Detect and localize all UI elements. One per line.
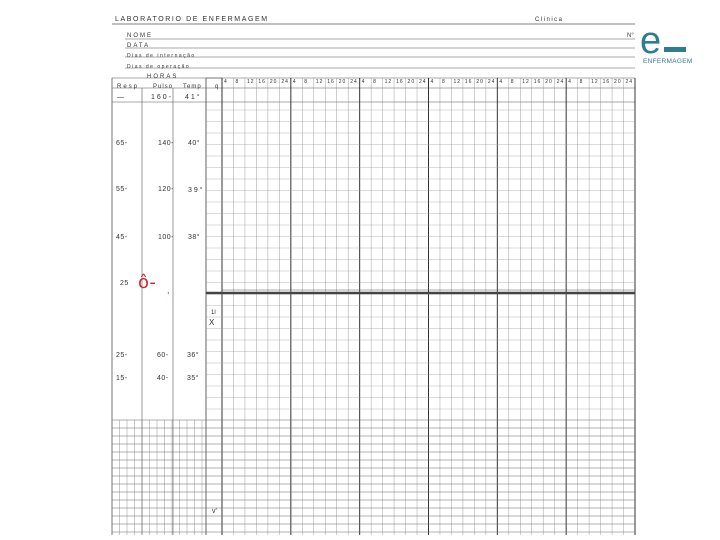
plot-comma: , bbox=[167, 285, 170, 295]
temp-top-value: 41° bbox=[185, 94, 202, 101]
hour-mark: 16 bbox=[602, 79, 611, 85]
name-field-label: NOME bbox=[127, 33, 153, 39]
hour-mark: 8 bbox=[373, 79, 377, 85]
hour-mark: 12 bbox=[246, 79, 255, 85]
temp-value: 36° bbox=[187, 352, 200, 359]
hour-mark: 12 bbox=[384, 79, 393, 85]
form-title: LABORATORIO DE ENFERMAGEM bbox=[115, 16, 269, 23]
pulse-value: 60- bbox=[157, 352, 169, 359]
pulse-value: 140- bbox=[158, 140, 175, 147]
logo-text: ENFERMAGEM bbox=[643, 58, 693, 65]
clinic-label: Clinica bbox=[535, 17, 564, 23]
hours-header: HORAS bbox=[147, 74, 179, 80]
hour-mark: 20 bbox=[269, 79, 278, 85]
hour-mark: 20 bbox=[614, 79, 622, 85]
resp-value: 55- bbox=[116, 186, 128, 193]
v-mark: v' bbox=[212, 508, 217, 515]
temp-value: 38° bbox=[188, 234, 201, 241]
hour-mark: 24 bbox=[625, 79, 634, 85]
hospital-days-label: Dias de internação bbox=[127, 53, 196, 59]
hour-mark: 8 bbox=[510, 79, 515, 85]
q-mark: q bbox=[215, 84, 219, 90]
hour-mark: 16 bbox=[533, 79, 542, 85]
hour-mark: 8 bbox=[579, 79, 584, 85]
temp-value: 40° bbox=[188, 140, 201, 147]
temp-header: Temp bbox=[183, 84, 202, 90]
mid-label: 25 bbox=[120, 280, 129, 287]
logo-bar bbox=[664, 47, 686, 52]
x-mark: X bbox=[209, 318, 215, 327]
hour-mark: 24 bbox=[487, 79, 496, 85]
temp-value: 39° bbox=[188, 187, 205, 194]
resp-value: 25- bbox=[116, 352, 128, 359]
hour-mark: 4 bbox=[292, 79, 297, 85]
resp-header: Resp bbox=[117, 84, 140, 90]
pulse-value: 100- bbox=[158, 234, 175, 241]
resp-value: 65- bbox=[116, 140, 128, 147]
hour-mark: 12 bbox=[453, 79, 461, 85]
hour-mark: 4 bbox=[499, 79, 504, 85]
hour-mark: 24 bbox=[350, 79, 358, 85]
hour-mark: 4 bbox=[430, 79, 435, 85]
hour-mark: 16 bbox=[464, 79, 473, 85]
hour-mark: 12 bbox=[522, 79, 530, 85]
hour-mark: 12 bbox=[315, 79, 324, 85]
hour-mark: 20 bbox=[545, 79, 553, 85]
hour-mark: 24 bbox=[281, 79, 289, 85]
hour-mark: 4 bbox=[224, 79, 228, 85]
plot-mark: ô- bbox=[138, 272, 156, 293]
hour-mark: 16 bbox=[396, 79, 404, 85]
hour-mark: 8 bbox=[441, 79, 446, 85]
hour-mark: 12 bbox=[591, 79, 599, 85]
resp-value: 45- bbox=[116, 234, 128, 241]
hour-mark: 16 bbox=[258, 79, 266, 85]
pulse-value: 40- bbox=[157, 375, 169, 382]
temp-value: 35° bbox=[187, 375, 200, 382]
number-label: N° bbox=[627, 33, 634, 39]
logo-letter: e bbox=[640, 20, 662, 62]
hour-mark: 4 bbox=[361, 79, 366, 85]
date-field-label: DATA bbox=[127, 43, 151, 49]
resp-top-value: — bbox=[117, 94, 125, 101]
pulse-header: Pulso bbox=[153, 84, 174, 90]
hour-mark: 20 bbox=[407, 79, 416, 85]
resp-value: 15- bbox=[116, 375, 128, 382]
pulse-value: 120- bbox=[158, 186, 175, 193]
small-mark: 1l bbox=[211, 310, 216, 316]
hour-mark: 8 bbox=[304, 79, 309, 85]
hour-mark: 24 bbox=[419, 79, 427, 85]
hour-mark: 24 bbox=[556, 79, 565, 85]
post-op-days-label: Dias de operação bbox=[127, 64, 191, 70]
hour-mark: 20 bbox=[476, 79, 484, 85]
hour-mark: 8 bbox=[235, 79, 240, 85]
pulse-top-value: 160- bbox=[151, 94, 174, 101]
hour-mark: 16 bbox=[327, 79, 335, 85]
hour-mark: 20 bbox=[338, 79, 347, 85]
hour-mark: 4 bbox=[568, 79, 572, 85]
